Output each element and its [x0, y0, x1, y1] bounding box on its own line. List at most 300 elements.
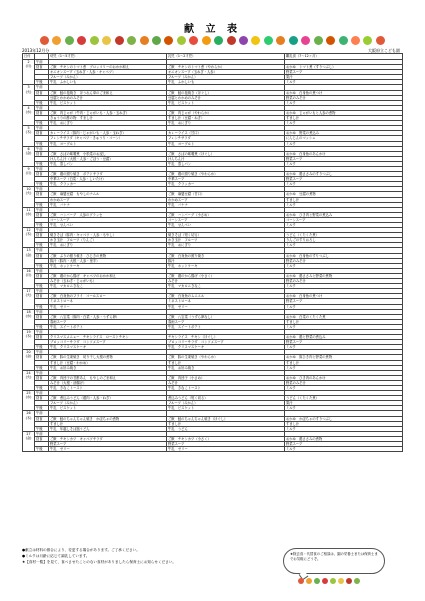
meal-type-cell: 午後 [35, 386, 49, 391]
date-cell [23, 207, 35, 227]
menu-cell: にんじんのマッシュ [285, 136, 403, 141]
menu-cell: かき玉汁 フルーツ（りんご） [49, 238, 167, 243]
facility-caption: 大阪府立こども園 [368, 48, 400, 53]
date-number: 19 [26, 329, 31, 334]
menu-cell: うどん（くたくた煮） [285, 396, 403, 401]
menu-cell: フルーツ（みかん） [167, 75, 285, 80]
menu-cell: すまし汁 [167, 421, 285, 426]
weekday: (木) [25, 415, 32, 420]
menu-cell: 牛乳 バナナ [167, 202, 285, 207]
menu-cell: ご飯 鮭のちゃんちゃん焼き かぼちゃの煮物 [49, 416, 167, 421]
menu-cell: すまし汁 [285, 360, 403, 365]
menu-cell: ご飯 八宝菜（豚肉・白菜・人参・うずら卵） [49, 314, 167, 319]
menu-cell: 牛乳 お好み焼き [167, 365, 285, 370]
menu-cell: けんちん汁（大根・人参・ごぼう・豆腐） [49, 156, 167, 161]
menu-cell: わかめスープ [167, 197, 285, 202]
meal-type-cell: 昼食 [35, 172, 49, 177]
date-number: 11 [26, 207, 31, 212]
menu-cell: 果汁 [285, 401, 403, 406]
vegetable-icon [227, 36, 236, 45]
menu-cell: 煮込みうどん（短く切る） [167, 396, 285, 401]
meal-type-cell: 午後 [35, 406, 49, 411]
weekday: (木) [25, 334, 32, 339]
menu-cell: 牛乳 きなこトースト [49, 386, 167, 391]
menu-cell: 牛乳 クラッカー [167, 182, 285, 187]
date-number: 5 [27, 126, 30, 131]
date-number: 18 [26, 309, 31, 314]
vegetable-icon [314, 36, 323, 45]
meal-type-cell: 昼食 [35, 65, 49, 70]
menu-cell: 牛乳 ビスケット [49, 100, 167, 105]
meal-type-cell: 午前 [35, 431, 49, 436]
menu-cell: ご飯 チキンのトマト煮 ブロッコリーのおかか和え [49, 65, 167, 70]
menu-cell: 野菜のみそ汁 [285, 380, 403, 385]
menu-cell: ミルク [285, 304, 403, 309]
menu-cell: すまし汁（豆腐・わかめ） [49, 360, 167, 365]
food-icon [330, 578, 336, 584]
notes [22, 547, 176, 565]
meal-type-cell: 昼食 [35, 314, 49, 319]
menu-cell: ご飯 鶏の照り焼き ポテトサラダ [49, 172, 167, 177]
weekday: (水) [25, 395, 32, 400]
date-number: 4 [27, 105, 30, 110]
menu-cell: おかゆ かぼちゃのすりつぶし [285, 416, 403, 421]
menu-cell: おかゆ 鶏ささみのすりつぶし [285, 172, 403, 177]
vegetable-icon [376, 36, 385, 45]
weekday: (水) [25, 109, 32, 114]
menu-cell: 牛乳 ゼリー [167, 447, 285, 452]
menu-cell: フルーツ（みかん） [49, 401, 167, 406]
menu-cell: 牛乳 スイートポテト [49, 324, 167, 329]
meal-type-cell: 午後 [35, 121, 49, 126]
date-number: 24 [26, 370, 31, 375]
menu-cell: 牛乳 蒸しパン [49, 161, 167, 166]
date-cell [23, 126, 35, 146]
menu-cell: すまし汁（豆腐・ねぎ） [167, 116, 285, 121]
menu-cell: ご飯 肉じゃが（牛肉・じゃがいも・人参・玉ねぎ） [49, 110, 167, 115]
menu-cell: ミルク [285, 141, 403, 146]
menu-cell: おかゆ 鶏と野菜の煮込み [285, 335, 403, 340]
date-cell [23, 248, 35, 268]
menu-cell: ご飯 肉団子（小さめ） [167, 375, 285, 380]
vegetable-icon [363, 36, 372, 45]
meal-type-cell: 午後 [35, 141, 49, 146]
vegetable-icon [90, 36, 99, 45]
menu-cell: かき玉汁 フルーツ [167, 238, 285, 243]
menu-cell: 野菜スープ [49, 442, 167, 447]
menu-cell: ミルク [285, 202, 403, 207]
weekday: (金) [25, 435, 32, 440]
menu-cell: ご飯 麻婆豆腐（甘口） [167, 192, 285, 197]
meal-type-cell: 昼食 [35, 375, 49, 380]
meal-type-cell: 午後 [35, 345, 49, 350]
meal-type-cell: 午後 [35, 447, 49, 452]
meal-type-cell: 午後 [35, 202, 49, 207]
vegetable-icon [301, 36, 310, 45]
menu-cell: 中華スープ [167, 177, 285, 182]
date-cell [23, 391, 35, 411]
header-infant-older: 幼児（1〜5才児） [49, 54, 167, 60]
meal-type-cell: 午前 [35, 248, 49, 253]
date-cell [23, 350, 35, 370]
menu-cell: ご飯 チキンカツ（小さく） [167, 436, 285, 441]
meal-type-cell: 午後 [35, 182, 49, 187]
weekday: (水) [25, 211, 32, 216]
date-number: 9 [27, 166, 30, 171]
date-number: 13 [26, 248, 31, 253]
menu-cell: ご飯 白身魚のフライ コールスロー [49, 294, 167, 299]
menu-cell: ミルク [285, 324, 403, 329]
meal-type-cell: 午前 [35, 207, 49, 212]
menu-cell: 牛乳 クリスマスケーキ [167, 345, 285, 350]
meal-type-cell: 午前 [35, 350, 49, 355]
menu-cell: ミルク [285, 365, 403, 370]
date-number: 17 [26, 289, 31, 294]
weekday: (木) [25, 130, 32, 135]
weekday: (月) [25, 171, 32, 176]
menu-cell: おかゆ 白菜のくたくた煮 [285, 314, 403, 319]
menu-cell: コーンスープ [167, 217, 285, 222]
date-cell [23, 268, 35, 288]
menu-cell: 牛乳 マカロニきなこ [49, 284, 167, 289]
meal-type-cell: 午後 [35, 284, 49, 289]
menu-cell: おかゆ 鶏ささみと野菜の煮物 [285, 273, 403, 278]
menu-cell: 牛乳 ゼリー [167, 304, 285, 309]
menu-cell: オニオンスープ（玉ねぎ・人参） [167, 70, 285, 75]
menu-cell: 牛乳 ゼリー [49, 447, 167, 452]
meal-type-cell: 午前 [35, 126, 49, 131]
menu-cell: ミネストローネ [167, 299, 285, 304]
weekday: (金) [25, 150, 32, 155]
vegetable-icon [177, 36, 186, 45]
menu-cell: おかゆ ひき肉と野菜の煮込み [285, 212, 403, 217]
weekday: (火) [25, 374, 32, 379]
weekday: (金) [25, 252, 32, 257]
date-number: 12 [26, 228, 31, 233]
meal-type-cell: 午後 [35, 100, 49, 105]
weekday: (木) [25, 232, 32, 237]
menu-cell: ご飯 さばの味噌煮 小松菜のお浸し [49, 151, 167, 156]
food-icon [314, 578, 320, 584]
vegetable-icon [351, 36, 360, 45]
menu-cell: 野菜のみそ汁 [285, 279, 403, 284]
meal-type-cell: 昼食 [35, 436, 49, 441]
meal-type-cell: 昼食 [35, 396, 49, 401]
menu-cell: ご飯 白身魚のムニエル [167, 294, 285, 299]
date-cell [23, 329, 35, 349]
menu-cell: 牛乳 せんべい [49, 223, 167, 228]
menu-cell: ミルク [285, 447, 403, 452]
date-number: 20 [26, 350, 31, 355]
weekday: (水) [25, 313, 32, 318]
date-cell [23, 166, 35, 186]
weekday: (火) [25, 89, 32, 94]
menu-cell: 牛乳 ホットケーキ [167, 263, 285, 268]
meal-type-cell: 午前 [35, 105, 49, 110]
menu-cell: 焼きそば（豚肉・キャベツ・人参・もやし） [49, 233, 167, 238]
note-line: ★【食材一覧】を見て、食べさせたことのない食材がありましたら保育士にお知らせください。 [22, 560, 176, 564]
vegetable-icon [289, 36, 298, 45]
menu-cell: すまし汁 [285, 116, 403, 121]
date-number: 25 [26, 391, 31, 396]
meal-type-cell: 午前 [35, 289, 49, 294]
vegetable-icon [276, 36, 285, 45]
food-icon [338, 578, 344, 584]
meal-type-cell: 午後 [35, 426, 49, 431]
date-cell [23, 411, 35, 431]
menu-cell: ご飯 鶏のから揚げ（小さく） [167, 273, 285, 278]
menu-cell: 牛乳 せんべい [167, 223, 285, 228]
weekday: (火) [25, 293, 32, 298]
header-infant: 乳児（1〜2才児） [167, 54, 285, 60]
weekday: (火) [25, 191, 32, 196]
date-cell [23, 431, 35, 451]
menu-cell: ご飯 ぶりの照り焼き ひじきの煮物 [49, 253, 167, 258]
menu-cell: おかゆ 豆腐の煮物 [285, 192, 403, 197]
menu-cell: フルーツ（みかん） [49, 75, 167, 80]
menu-cell: 牛乳 クリスマスケーキ [49, 345, 167, 350]
vegetable-border-icons [40, 34, 385, 46]
menu-cell: みそ汁 [167, 279, 285, 284]
food-icon [306, 578, 312, 584]
meal-type-cell: 午前 [35, 329, 49, 334]
menu-cell: 焼きそば（短く切る） [167, 233, 285, 238]
date-number: 26 [26, 411, 31, 416]
menu-cell: りんごのすりおろし [285, 238, 403, 243]
menu-cell: ミルク [285, 243, 403, 248]
date-cell [23, 370, 35, 390]
menu-cell: すまし汁 [285, 421, 403, 426]
vegetable-icon [164, 36, 173, 45]
menu-cell: みそ汁 [167, 380, 285, 385]
meal-type-cell: 午後 [35, 223, 49, 228]
menu-cell: おかゆ 野菜の煮込み [285, 131, 403, 136]
vegetable-icon [251, 36, 260, 45]
meal-type-cell: 午前 [35, 85, 49, 90]
menu-cell: ご飯 さばの味噌煮（ほぐし） [167, 151, 285, 156]
vegetable-icon [77, 36, 86, 45]
meal-type-cell: 昼食 [35, 294, 49, 299]
meal-type-cell: 午前 [35, 391, 49, 396]
menu-cell: カレーライス（甘口） [167, 131, 285, 136]
menu-cell: ご飯 八宝菜（うずら卵なし） [167, 314, 285, 319]
menu-cell: ご飯 肉団子の甘酢あん もやしのごま和え [49, 375, 167, 380]
meal-type-cell: 昼食 [35, 110, 49, 115]
weekday: (月) [25, 272, 32, 277]
vegetable-icon [140, 36, 149, 45]
menu-cell: ミルク [285, 386, 403, 391]
menu-cell: ご飯 鶏の照り焼き（やわらか） [167, 172, 285, 177]
menu-cell: 春雨スープ [49, 319, 167, 324]
menu-cell: ミネストローネ [49, 299, 167, 304]
menu-cell: 牛乳 ふかしいも [167, 80, 285, 85]
meal-type-cell: 午後 [35, 161, 49, 166]
menu-cell: ご飯 チキンのトマト煮（やわらか） [167, 65, 285, 70]
menu-cell: 牛乳 バナナ [49, 202, 167, 207]
menu-cell: すまし汁 [285, 319, 403, 324]
meal-type-cell: 午後 [35, 243, 49, 248]
menu-cell: フレンチサラダ [167, 136, 285, 141]
date-cell [23, 85, 35, 105]
menu-cell: クリスマスメニュー チキンライス ローストチキン [49, 335, 167, 340]
vegetable-icon [152, 36, 161, 45]
meal-type-cell: 昼食 [35, 355, 49, 360]
menu-cell: 豆腐とわかめのみそ汁 [49, 95, 167, 100]
menu-cell: 牛乳 ホットケーキ [49, 263, 167, 268]
meal-type-cell: 午前 [35, 166, 49, 171]
date-number: 10 [26, 187, 31, 192]
menu-cell: フルーツ（みかん） [167, 401, 285, 406]
date-cell [23, 289, 35, 309]
menu-cell: 牛乳 きなこトースト [167, 386, 285, 391]
meal-type-cell: 午前 [35, 309, 49, 314]
menu-cell: ご飯 鶏のから揚げ キャベツのおかか和え [49, 273, 167, 278]
page-title: 献 立 表 [184, 24, 241, 35]
note-line: ●献立は材料の都合により、変更する場合があります。ご了承ください。 [22, 548, 140, 552]
meal-type-cell: 午前 [35, 228, 49, 233]
menu-cell: ミルク [285, 406, 403, 411]
menu-cell: コーンスープ [49, 217, 167, 222]
menu-cell: おかゆ 白身魚の煮つけ [285, 90, 403, 95]
menu-cell: すまし汁 [49, 421, 167, 426]
food-icon [298, 578, 304, 584]
menu-cell: 牛乳 クラッカー [49, 182, 167, 187]
meal-type-cell: 午後 [35, 263, 49, 268]
speech-bubble: ★除去食・代替食のご相談は、園の栄養士または保育士までお気軽にどうぞ。 [283, 548, 385, 574]
meal-type-cell: 昼食 [35, 90, 49, 95]
menu-cell: ご飯 鮭の塩焼き（ほぐし） [167, 90, 285, 95]
menu-cell: 牛乳 マカロニきなこ [167, 284, 285, 289]
menu-cell: けんちん汁 [167, 156, 285, 161]
menu-cell: わかめスープ [49, 197, 167, 202]
menu-cell: ご飯 鮭の塩焼き ほうれん草のごま和え [49, 90, 167, 95]
menu-cell: 牛乳 ヨーグルト [49, 141, 167, 146]
weekday: (金) [25, 354, 32, 359]
meal-type-cell: 昼食 [35, 273, 49, 278]
menu-cell: おかゆ トマト煮（すりつぶし） [285, 65, 403, 70]
menu-cell: ご飯 豚の生姜焼き（やわらか） [167, 355, 285, 360]
meal-type-cell: 昼食 [35, 192, 49, 197]
menu-cell: 野菜スープ [285, 70, 403, 75]
meal-type-cell: 午前 [35, 268, 49, 273]
menu-cell: チキンライス チキン（ほぐし） [167, 335, 285, 340]
menu-cell: 牛乳 おにぎり [167, 243, 285, 248]
menu-cell: コーンスープ [285, 217, 403, 222]
vegetable-icon [264, 36, 273, 45]
menu-cell: ご飯 チキンカツ キャベツサラダ [49, 436, 167, 441]
menu-cell: おかゆ じゃがいもと人参の煮物 [285, 110, 403, 115]
menu-cell: すまし汁 [285, 197, 403, 202]
table-row [23, 447, 403, 452]
menu-cell: 野菜スープ [285, 177, 403, 182]
menu-cell: 野菜のみそ汁 [285, 258, 403, 263]
menu-cell: 牛乳 ふかしいも [49, 80, 167, 85]
menu-cell: 野菜スープ [285, 156, 403, 161]
menu-cell: 牛乳 おにぎり [49, 121, 167, 126]
date-number: 6 [27, 146, 30, 151]
date-cell [23, 228, 35, 248]
vegetable-icon [115, 36, 124, 45]
meal-type-cell: 午前 [35, 370, 49, 375]
menu-cell: 春雨スープ [167, 319, 285, 324]
menu-cell: フレンチサラダ（キャベツ・きゅうり・コーン） [49, 136, 167, 141]
meal-type-cell: 昼食 [35, 253, 49, 258]
meal-type-cell: 昼食 [35, 212, 49, 217]
food-icon [322, 578, 328, 584]
menu-cell: おかゆ 豚ひき肉と野菜の煮物 [285, 355, 403, 360]
menu-cell: すまし汁 [167, 360, 285, 365]
meal-type-cell: 午前 [35, 187, 49, 192]
menu-cell: おかゆ ひき肉のあんかけ [285, 375, 403, 380]
note-line: ●ミルクは月齢に応じて調乳しています。 [22, 554, 90, 558]
menu-cell: ご飯 豚の生姜焼き 切り干し大根の煮物 [49, 355, 167, 360]
menu-cell: 野菜スープ [285, 442, 403, 447]
menu-cell: ミルク [285, 263, 403, 268]
menu-cell: ミルク [285, 284, 403, 289]
menu-cell: カレーライス（豚肉・じゃがいも・人参・玉ねぎ） [49, 131, 167, 136]
menu-cell: 牛乳 年越しそば風うどん [49, 426, 167, 431]
menu-cell: ブロッコリーサラダ コンソメスープ [167, 340, 285, 345]
menu-cell: 牛乳 おにぎり [49, 243, 167, 248]
menu-cell: 中華スープ（白菜・人参・しいたけ） [49, 177, 167, 182]
menu-cell: おかゆ 鶏ささみの煮物 [285, 436, 403, 441]
vegetable-icon [214, 36, 223, 45]
meal-type-cell: 昼食 [35, 335, 49, 340]
menu-cell: 牛乳 スイートポテト [167, 324, 285, 329]
vegetable-icon [102, 36, 111, 45]
vegetable-icon [40, 36, 49, 45]
meal-type-cell: 午前 [35, 60, 49, 65]
menu-cell: 豆腐とわかめのみそ汁 [167, 95, 285, 100]
menu-cell: おかゆ 白身魚の煮つけ [285, 294, 403, 299]
meal-type-cell: 午前 [35, 146, 49, 151]
menu-cell: ブロッコリーサラダ コンソメスープ [49, 340, 167, 345]
menu-cell: ご飯 煮込みうどん（鶏肉・人参・ねぎ） [49, 396, 167, 401]
menu-cell: みそ汁（玉ねぎ・じゃがいも） [49, 279, 167, 284]
month-caption: 2013年12月分 [22, 48, 50, 53]
food-icon [346, 578, 352, 584]
menu-cell: 牛乳 蒸しパン [167, 161, 285, 166]
menu-cell: 牛乳 ヨーグルト [167, 141, 285, 146]
menu-cell: おかゆ 白身魚のすりつぶし [285, 253, 403, 258]
date-number: 16 [26, 268, 31, 273]
date-cell [23, 60, 35, 85]
vegetable-icon [326, 36, 335, 45]
weekday: (月) [25, 64, 32, 69]
menu-cell: 牛乳 ビスケット [167, 100, 285, 105]
header-date: 日付 [23, 54, 35, 60]
menu-cell: 野菜スープ [285, 299, 403, 304]
date-number: 3 [27, 85, 30, 90]
meal-type-cell: 昼食 [35, 151, 49, 156]
menu-cell: ご飯 麻婆豆腐 もやしのナムル [49, 192, 167, 197]
food-illustration-icon [298, 578, 368, 586]
vegetable-icon [127, 36, 136, 45]
menu-cell: ミルク [285, 121, 403, 126]
date-cell [23, 309, 35, 329]
menu-cell: 野菜のみそ汁 [285, 95, 403, 100]
menu-cell: 牛乳 おにぎり [167, 121, 285, 126]
meal-type-cell: 昼食 [35, 416, 49, 421]
header-baby-food: 離乳食（7〜12ヶ月） [285, 54, 403, 60]
vegetable-icon [52, 36, 61, 45]
menu-cell: 牛乳 お好み焼き [49, 365, 167, 370]
menu-cell: 野菜スープ [167, 442, 285, 447]
menu-cell: ご飯 ハンバーグ（小さめ） [167, 212, 285, 217]
vegetable-icon [339, 36, 348, 45]
date-cell [23, 187, 35, 207]
menu-cell: 牛乳 ビスケット [49, 406, 167, 411]
